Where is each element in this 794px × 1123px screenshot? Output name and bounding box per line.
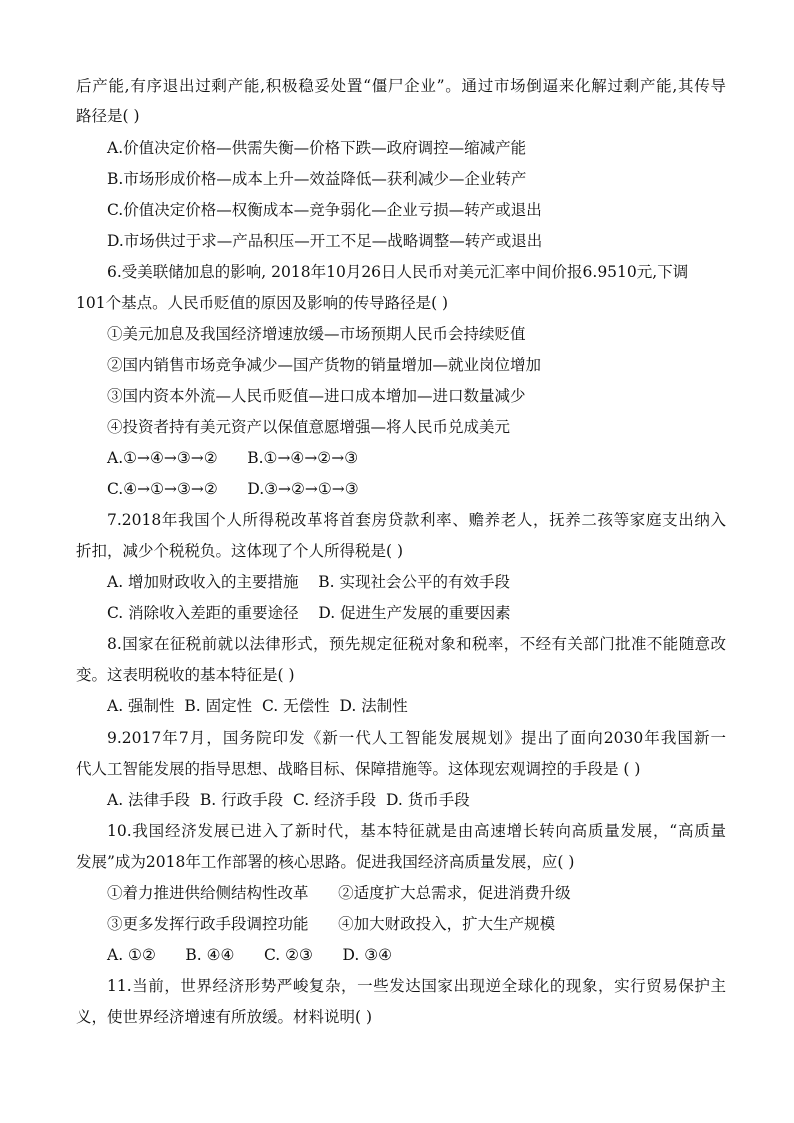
statement-line: ①着力推进供给侧结构性改革 ②适度扩大总需求，促进消费升级 (107, 884, 571, 902)
question-7: 7.2018年我国个人所得税改革将首套房贷款利率、赡养老人，抚养二孩等家庭支出纳入 (107, 511, 726, 529)
option-line: C. 消除收入差距的重要途径 D. 促进生产发展的重要因素 (107, 604, 511, 622)
option-line: D.市场供过于求—产品积压—开工不足—战略调整—转产或退出 (107, 232, 543, 250)
option-line: A. 增加财政收入的主要措施 B. 实现社会公平的有效手段 (107, 573, 511, 591)
option-line: A. 法律手段 B. 行政手段 C. 经济手段 D. 货币手段 (107, 791, 470, 809)
text-line: 变。这表明税收的基本特征是( ) (76, 666, 295, 684)
question-10: 10.我国经济发展已进入了新时代，基本特征就是由高速增长转向高质量发展，“高质量 (107, 822, 726, 840)
text-line: 发展”成为2018年工作部署的核心思路。促进我国经济高质量发展，应( ) (76, 853, 575, 871)
text-line: 后产能,有序退出过剩产能,积极稳妥处置“僵尸企业”。通过市场倒逼来化解过剩产能,其传导 (76, 77, 726, 95)
statement-line: ②国内销售市场竞争减少—国产货物的销量增加—就业岗位增加 (107, 356, 542, 374)
text-line: 义，使世界经济增速有所放缓。材料说明( ) (76, 1008, 373, 1026)
statement-line: ①美元加息及我国经济增速放缓—市场预期人民币会持续贬值 (107, 325, 526, 343)
option-line: A.①→④→③→② B.①→④→②→③ (107, 449, 359, 467)
text-line: 101个基点。人民币贬值的原因及影响的传导路径是( ) (76, 294, 449, 312)
question-8: 8.国家在征税前就以法律形式，预先规定征税对象和税率，不经有关部门批准不能随意改 (107, 635, 726, 653)
question-11: 11.当前，世界经济形势严峻复杂，一些发达国家出现逆全球化的现象，实行贸易保护主 (107, 977, 726, 995)
option-line: A. 强制性 B. 固定性 C. 无偿性 D. 法制性 (107, 697, 408, 715)
option-line: A.价值决定价格—供需失衡—价格下跌—政府调控—缩减产能 (107, 139, 527, 157)
option-line: C.价值决定价格—权衡成本—竞争弱化—企业亏损—转产或退出 (107, 201, 542, 219)
statement-line: ③更多发挥行政手段调控功能 ④加大财政投入，扩大生产规模 (107, 915, 556, 933)
statement-line: ④投资者持有美元资产以保值意愿增强—将人民币兑成美元 (107, 418, 511, 436)
option-line: A. ①② B. ④④ C. ②③ D. ③④ (107, 946, 393, 964)
text-line: 折扣，减少个税税负。这体现了个人所得税是( ) (76, 542, 404, 560)
text-line: 代人工智能发展的指导思想、战略目标、保障措施等。这体现宏观调控的手段是 ( ) (76, 760, 641, 778)
statement-line: ③国内资本外流—人民币贬值—进口成本增加—进口数量减少 (107, 387, 526, 405)
question-9: 9.2017年7月，国务院印发《新一代人工智能发展规划》提出了面向2030年我国新一 (107, 729, 726, 747)
option-line: B.市场形成价格—成本上升—效益降低—获利减少—企业转产 (107, 170, 527, 188)
question-6: 6.受美联储加息的影响, 2018年10月26日人民币对美元汇率中间价报6.9510元,下调 (107, 263, 689, 281)
text-line: 路径是( ) (76, 107, 140, 125)
option-line: C.④→①→③→② D.③→②→①→③ (107, 480, 359, 498)
